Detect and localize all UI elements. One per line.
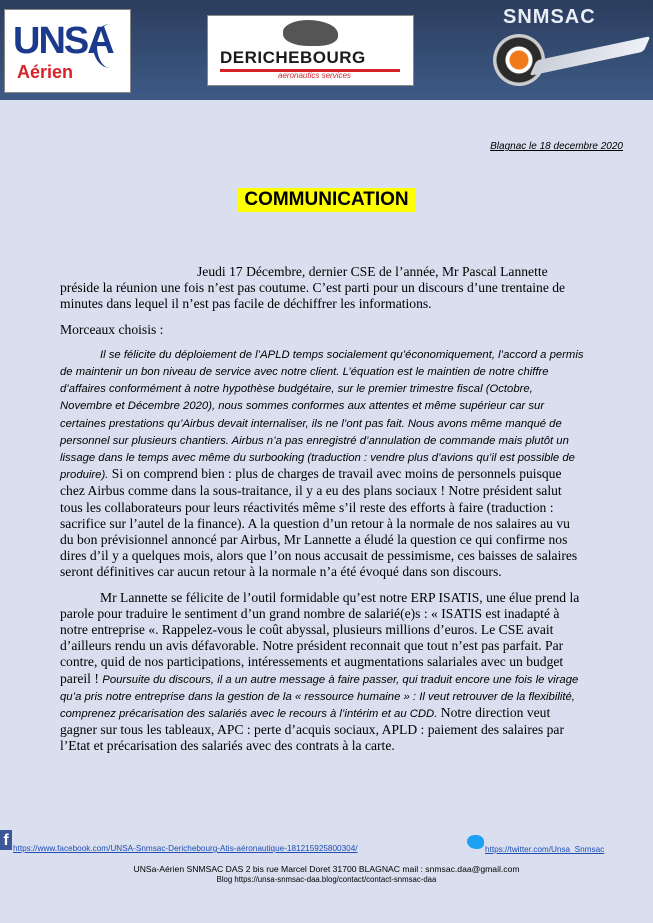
derichebourg-logo	[207, 15, 414, 86]
twitter-link[interactable]: https://twitter.com/Unsa_Snmsac	[485, 845, 605, 854]
facebook-icon[interactable]: f	[0, 830, 12, 850]
flexibility-italic-text: Poursuite du discours, il a un autre message à faire passer, qui traduit encore une fois le virage qu’a pris notre entreprise dans la gestion de la « ressource humaine » : Il veut retrouver de la flexibilité, comprenez précarisation des salariés avec le recours à l’intérim et au CDD.	[60, 673, 579, 721]
commentary-text: Si on comprend bien : plus de charges de travail avec moins de personnels puisque chez Airbus comme dans la sous-traitance, il y a eu des plans sociaux ! Notre président salut tous les collaborateurs pour leurs réactivités même s’il reste des efforts à faire (traduction : sacrifice sur l’autel de la finance). A la question d’un retour à la normale de nos salaires au vu du bon prévisionnel annoncé par Airbus, Mr Lannette a éludé la question ce qui confirme nos dires d’il y a quelques mois, alors que l’on nous accusait de pessimisme, ces baisses de salaires seront définitives car aucun retour à la normale n’a été évoqué dans son discours.	[60, 466, 578, 580]
footer-blog: Blog https://unsa-snmsac-daa.blog/contact/contact-snmsac-daa	[216, 875, 437, 884]
paragraph-quotes	[60, 346, 584, 581]
footer-address: UNSa-Aérien SNMSAC DAS 2 bis rue Marcel Doret 31700 BLAGNAC mail : snmsac.daa@gmail.com	[133, 864, 520, 874]
document-date: Blagnac le 18 decembre 2020	[490, 141, 623, 152]
eagle-icon	[283, 20, 338, 46]
paragraph-intro: Jeudi 17 Décembre, dernier CSE de l’année, Mr Pascal Lannette préside la réunion une fois n’est pas coutume. C’est parti pour un discours d’une trentaine de minutes dans lequel il n’est pas facile de déchiffrer les informations.	[60, 264, 566, 312]
unsa-logo-text: UNSA	[13, 20, 113, 62]
wing-icon	[530, 36, 651, 76]
unsa-swoosh-icon	[93, 24, 127, 68]
conclusion-text: Notre direction veut gagner sur tous les tableaux, APC : perte d’acquis sociaux, APLD : paiement des salaires par l’Etat et précarisation des salariés avec des contrats à la carte.	[60, 705, 564, 754]
unsa-logo-subtext: Aérien	[17, 62, 74, 82]
facebook-link[interactable]: https://www.facebook.com/UNSA-Snmsac-Derichebourg-Atis-aéronautique-181215925800304/	[13, 844, 358, 853]
header-banner	[0, 0, 653, 100]
derichebourg-subtitle: aeronautics services	[278, 71, 351, 80]
snmsac-logo-text: SNMSAC	[503, 6, 596, 28]
document-body	[60, 264, 584, 755]
paragraph-isatis	[60, 590, 584, 755]
document-title: COMMUNICATION	[238, 188, 414, 212]
unsa-aerien-logo	[4, 9, 131, 93]
twitter-icon[interactable]	[467, 835, 484, 849]
title-wrapper	[0, 188, 653, 212]
derichebourg-name: DERICHEBOURG	[220, 48, 366, 67]
quote-italic-text: Il se félicite du déploiement de l’APLD temps socialement qu’économiquement, l’accord a permis de maintenir un bon niveau de service avec notre client. L’équation est le maintien de notre chiffre d’affaires conformément à notre hypothèse budgétaire, sur le premier trimestre fiscal (Octobre, Novembre et Décembre 2020), nous sommes conformes aux attentes et même supérieur car sur certaines prestations qu’Airbus devait internaliser, ils ne l’ont pas fait. Nous avons même manqué de personnel sur plusieurs chantiers. Airbus n’a pas enregistré d’annulation de commande mais plutôt un lissage dans le temps avec même du surbooking (traduction : vendre plus d’avions qu’il est possible de produire).	[60, 348, 584, 482]
paragraph-selected-pieces: Morceaux choisis :	[60, 321, 164, 337]
isatis-text: Mr Lannette se félicite de l’outil formidable qu’est notre ERP ISATIS, une élue prend la parole pour traduire le sentiment d’un grand nombre de salarié(e)s : « ISATIS est inadapté à notre entreprise «. Rappelez-vous le coût abyssal, plusieurs millions d’euros. Le CSE avait d’ailleurs rendu un avis défavorable. Notre président reconnait que tout n’est pas parfait. Par contre, quid de nos participations, intéressements et augmentations salariales avec un budget pareil !	[60, 589, 580, 686]
